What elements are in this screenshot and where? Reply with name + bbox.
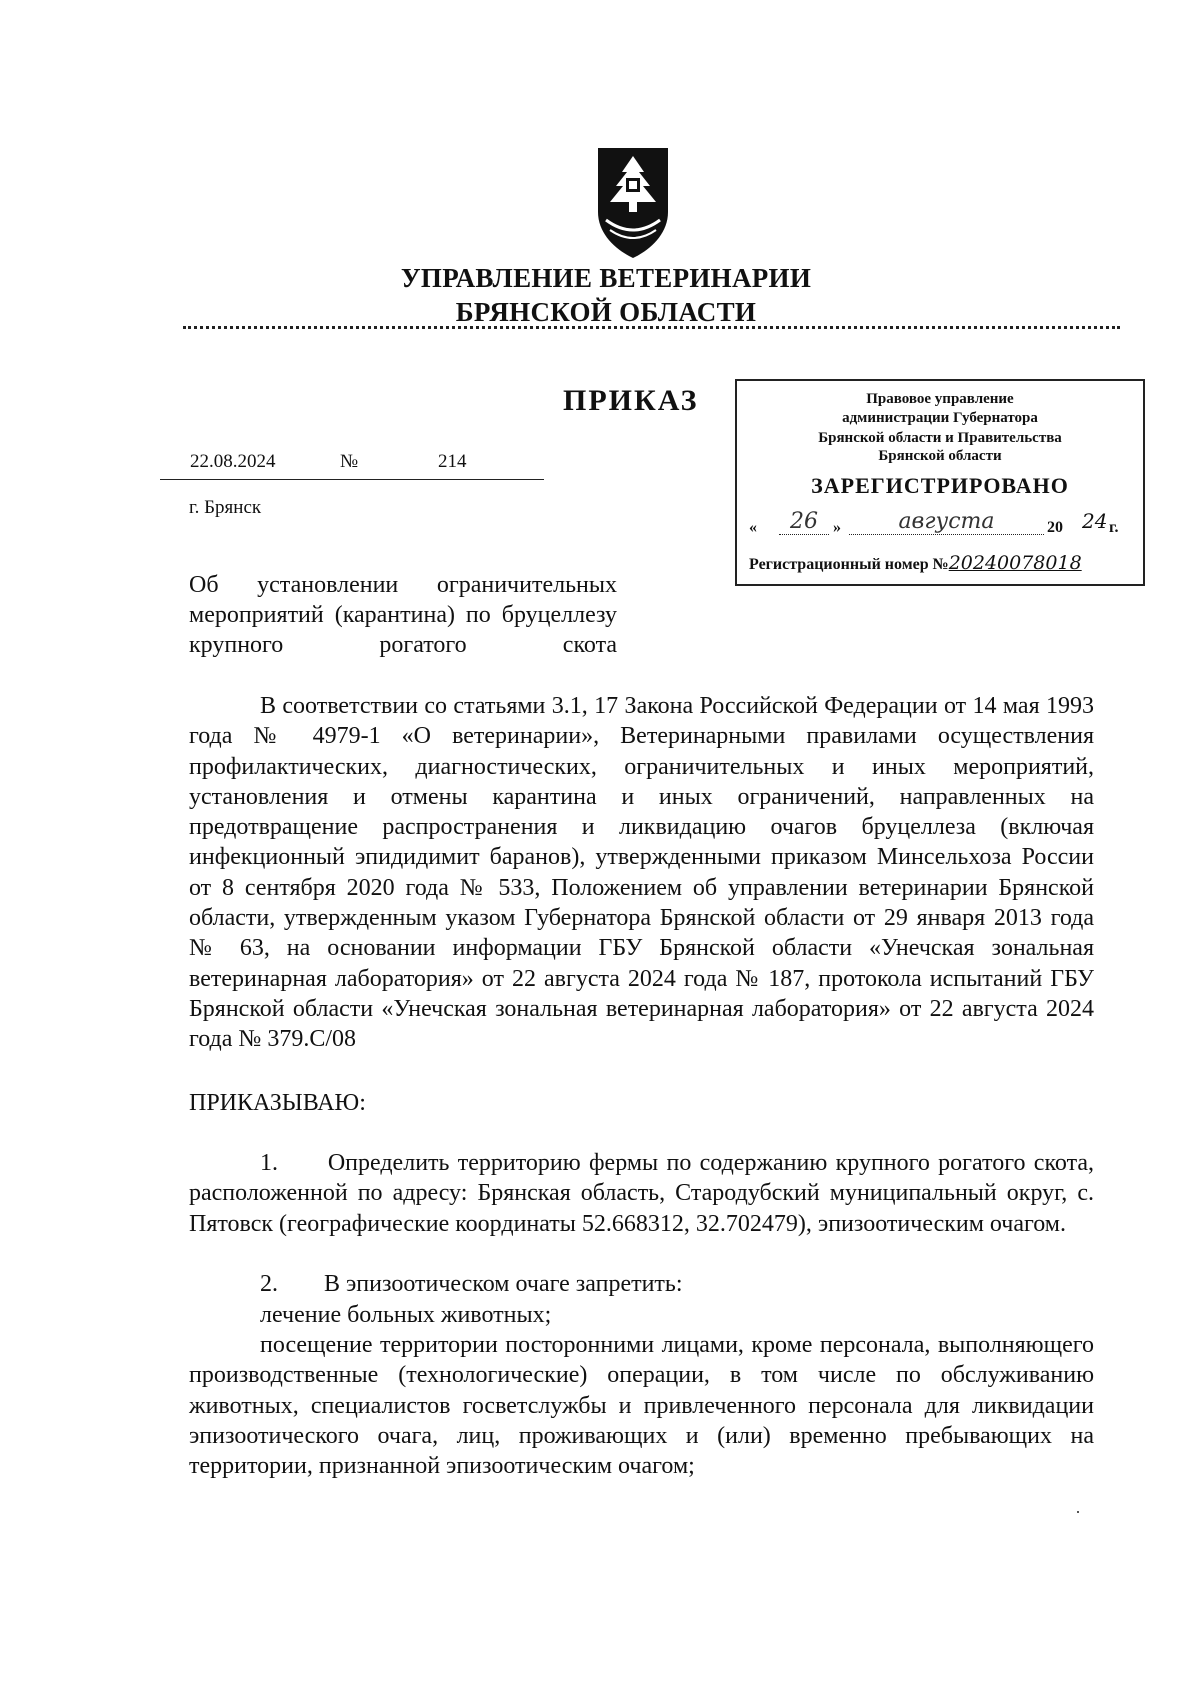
orders-heading: ПРИКАЗЫВАЮ: [189,1090,366,1116]
stamp-open-quote: « [749,519,757,536]
subject-text: Об установлении ограничительных мероприятий (карантина) по бруцеллезу крупного рогатого скота [189,572,617,658]
stamp-reg-number-label: Регистрационный номер № [749,556,949,573]
stamp-registered-label: ЗАРЕГИСТРИРОВАНО [811,473,1069,498]
order-item-2-text: В эпизоотическом очаге запретить: [324,1271,683,1297]
scan-speck [1077,1511,1079,1513]
stamp-reg-number-handwritten: 20240078018 [948,552,1082,574]
header-divider [183,326,1120,329]
ban-item-2: посещение территории посторонними лицами, кроме персонала, выполняющего производственные (технологические) операции, в том числе по обслуживанию животных, специалистов госветслужбы и привлеченного персонала для ликвидации эпизоотического очага, лиц, проживающих и (или) временно пребывающих на территории, признанной эпизоотическим очагом; [189,1332,1094,1480]
org-name-line1: УПРАВЛЕНИЕ ВЕТЕРИНАРИИ [400,263,812,293]
stamp-close-quote: » [833,519,841,536]
document-subject [189,570,617,660]
registration-stamp [735,379,1145,586]
order-item-2 [189,1269,1094,1299]
stamp-line-2: администрации Губернатора [842,410,1038,426]
date-number-row [160,451,544,480]
stamp-date-line [749,509,1135,541]
stamp-line-3: Брянской области и Правительства [818,430,1062,446]
stamp-line-1: Правовое управление [866,391,1014,407]
stamp-year-suffix-handwritten: 24 [1082,509,1108,533]
order-item-1: 1. Определить территорию фермы по содержанию крупного рогатого скота, расположенной по адресу: Брянская область, Стародубский муниципальный округ, с. Пятовск (географические координаты 52.668312, 32.702479), эпизоотическим очагом. [189,1150,1094,1237]
org-name-line2: БРЯНСКОЙ ОБЛАСТИ [455,297,757,327]
city: г. Брянск [189,497,262,518]
ban-item-1: лечение больных животных; [260,1302,552,1328]
stamp-year-g: г. [1109,519,1119,536]
order-item-2-number: 2. [260,1271,278,1297]
document-type-title: ПРИКАЗ [563,384,699,417]
document-number: 214 [438,451,467,472]
stamp-line-4: Брянской области [878,448,1002,464]
stamp-year-prefix: 20 [1047,519,1063,536]
stamp-reg-number-row [749,552,1082,574]
stamp-month-handwritten: августа [849,509,1044,535]
stamp-day-handwritten: 26 [779,509,829,535]
document-date: 22.08.2024 [190,451,276,472]
number-sign: № [340,451,359,472]
preamble-paragraph: В соответствии со статьями 3.1, 17 Закона Российской Федерации от 14 мая 1993 года № 4979-1 «О ветеринарии», Ветеринарными правилами осуществления профилактических, диагностических, ограничительных и иных мероприятий, установления и отмены карантина и иных ограничений, направленных на предотвращение распространения и ликвидацию очагов бруцеллеза (включая инфекционный эпидидимит баранов), утвержденными приказом Минсельхоза России от 8 сентября 2020 года № 533, Положением об управлении ветеринарии Брянской области, утвержденным указом Губернатора Брянской области от 29 января 2013 года № 63, на основании информации ГБУ Брянской области «Унечская зональная ветеринарная лаборатория» от 22 августа 2024 года № 187, протокола испытаний ГБУ Брянской области «Унечская зональная ветеринарная лаборатория» от 22 августа 2024 года № 379.С/08 [189,693,1094,1053]
coat-of-arms-emblem [590,142,676,262]
